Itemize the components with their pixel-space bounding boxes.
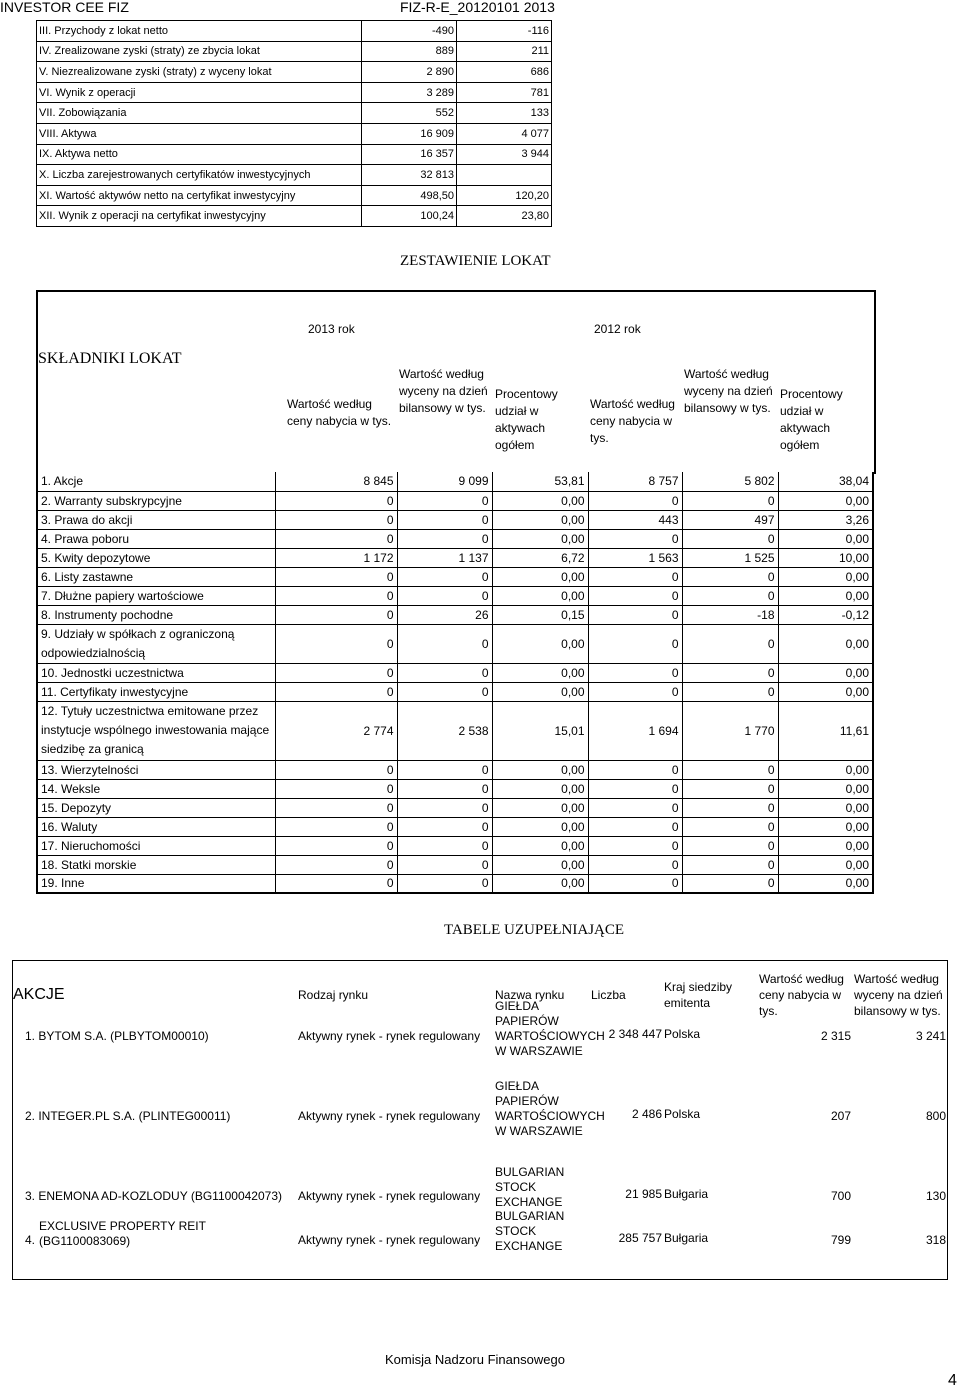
lokaty-w13: 26 — [397, 605, 492, 624]
lokaty-c13: 0 — [275, 663, 397, 682]
footer-center: Komisja Nadzoru Finansowego — [385, 1352, 565, 1367]
lokaty-p12: 0,00 — [778, 491, 873, 510]
header-right: FIZ-R-E_20120101 2013 — [400, 0, 555, 15]
lokaty-w12: 0 — [682, 836, 778, 855]
lokaty-label: 5. Kwity depozytowe — [37, 548, 275, 567]
lokaty-p13: 0,00 — [492, 779, 588, 798]
lokaty-row — [37, 779, 873, 798]
summary-label: X. Liczba zarejestrowanych certyfikatów inwestycyjnych — [37, 165, 362, 186]
lokaty-w12: 0 — [682, 567, 778, 586]
lokaty-w13: 0 — [397, 586, 492, 605]
lokaty-row — [37, 472, 873, 491]
lokaty-p12: -0,12 — [778, 605, 873, 624]
lokaty-p13: 0,00 — [492, 874, 588, 893]
lokaty-w13: 0 — [397, 779, 492, 798]
akcje-name2: EXCLUSIVE PROPERTY REIT (BG1100083069) — [39, 1219, 206, 1248]
akcje-value: 318 — [925, 1233, 946, 1247]
summary-row — [37, 144, 552, 165]
lokaty-c12: 0 — [588, 874, 682, 893]
col-pct-2013: Procentowy udział w aktywach ogółem — [495, 387, 558, 452]
akcje-kraj: Bułgaria — [664, 1231, 709, 1245]
lokaty-c13: 0 — [275, 510, 397, 529]
akcje-name: 4. — [25, 1233, 36, 1247]
lokaty-label: 10. Jednostki uczestnictwa — [37, 663, 275, 682]
lokaty-c12: 0 — [588, 491, 682, 510]
akcje-value: 800 — [925, 1109, 946, 1123]
summary-v2012: 120,20 — [457, 185, 552, 206]
summary-v2013: -490 — [362, 21, 457, 42]
lokaty-p13: 0,00 — [492, 491, 588, 510]
summary-row — [37, 21, 552, 42]
lokaty-row — [37, 817, 873, 836]
akcje-cost: 700 — [830, 1189, 851, 1203]
lokaty-row — [37, 567, 873, 586]
lokaty-p13: 0,00 — [492, 836, 588, 855]
summary-label: III. Przychody z lokat netto — [37, 21, 362, 42]
akcje-rodzaj: Aktywny rynek - rynek regulowany — [298, 1029, 481, 1043]
lokaty-c12: 1 694 — [588, 701, 682, 760]
lokaty-p12: 11,61 — [778, 701, 873, 760]
lokaty-w12: 0 — [682, 682, 778, 701]
lokaty-c12: 0 — [588, 779, 682, 798]
lokaty-p12: 0,00 — [778, 874, 873, 893]
lokaty-w12: 5 802 — [682, 472, 778, 491]
akcje-kraj: Polska — [664, 1107, 701, 1121]
summary-row — [37, 165, 552, 186]
lokaty-c13: 0 — [275, 779, 397, 798]
lokaty-label: 12. Tytuły uczestnictwa emitowane przez instytucje wspólnego inwestowania mające siedzibę za granicą — [37, 701, 275, 760]
lokaty-p13: 15,01 — [492, 701, 588, 760]
summary-v2013: 498,50 — [362, 185, 457, 206]
lokaty-label: 19. Inne — [37, 874, 275, 893]
lokaty-p13: 6,72 — [492, 548, 588, 567]
lokaty-p12: 0,00 — [778, 779, 873, 798]
akcje-label: AKCJE — [13, 986, 65, 1003]
summary-table — [36, 20, 552, 227]
akcje-liczba: 2 486 — [631, 1107, 662, 1121]
summary-v2013: 32 813 — [362, 165, 457, 186]
col-pct-2012: Procentowy udział w aktywach ogółem — [780, 387, 843, 452]
summary-v2013: 100,24 — [362, 206, 457, 227]
header-left: INVESTOR CEE FIZ — [0, 0, 129, 15]
lokaty-w12: 0 — [682, 874, 778, 893]
lokaty-p13: 0,00 — [492, 682, 588, 701]
lokaty-p13: 0,00 — [492, 855, 588, 874]
akcje-name: 3. ENEMONA AD-KOZLODUY (BG1100042073) — [25, 1189, 282, 1203]
lokaty-c12: 0 — [588, 760, 682, 779]
summary-label: VI. Wynik z operacji — [37, 82, 362, 103]
lokaty-row — [37, 760, 873, 779]
summary-v2012: -116 — [457, 21, 552, 42]
lokaty-c12: 8 757 — [588, 472, 682, 491]
akcje-rodzaj: Aktywny rynek - rynek regulowany — [298, 1233, 481, 1247]
summary-label: XI. Wartość aktywów netto na certyfikat inwestycyjny — [37, 185, 362, 206]
year-2012: 2012 rok — [594, 322, 641, 336]
akcje-kraj: Polska — [664, 1027, 701, 1041]
lokaty-row — [37, 529, 873, 548]
col-rodzaj: Rodzaj rynku — [298, 988, 369, 1002]
lokaty-w12: -18 — [682, 605, 778, 624]
lokaty-w13: 9 099 — [397, 472, 492, 491]
lokaty-c13: 0 — [275, 798, 397, 817]
lokaty-p13: 0,00 — [492, 567, 588, 586]
lokaty-p12: 0,00 — [778, 798, 873, 817]
akcje-rodzaj: Aktywny rynek - rynek regulowany — [298, 1189, 481, 1203]
summary-label: V. Niezrealizowane zyski (straty) z wyceny lokat — [37, 62, 362, 83]
summary-label: IV. Zrealizowane zyski (straty) ze zbycia lokat — [37, 41, 362, 62]
lokaty-row — [37, 663, 873, 682]
lokaty-label: 8. Instrumenty pochodne — [37, 605, 275, 624]
lokaty-w13: 0 — [397, 529, 492, 548]
lokaty-row — [37, 548, 873, 567]
col-nazwa: Nazwa rynku — [495, 988, 565, 1002]
lokaty-w13: 2 538 — [397, 701, 492, 760]
year-2013: 2013 rok — [308, 322, 355, 336]
col-value-2012: Wartość według wyceny na dzień bilansowy w tys. — [684, 367, 773, 415]
lokaty-w12: 1 770 — [682, 701, 778, 760]
lokaty-c13: 0 — [275, 817, 397, 836]
lokaty-row — [37, 624, 873, 663]
akcje-nazwa: GIEŁDA PAPIERÓW WARTOŚCIOWYCH W WARSZAWIE — [495, 1079, 605, 1138]
lokaty-c13: 8 845 — [275, 472, 397, 491]
summary-v2013: 3 289 — [362, 82, 457, 103]
summary-v2013: 2 890 — [362, 62, 457, 83]
lokaty-p13: 0,15 — [492, 605, 588, 624]
summary-v2012: 211 — [457, 41, 552, 62]
lokaty-c13: 0 — [275, 682, 397, 701]
summary-v2012: 4 077 — [457, 123, 552, 144]
lokaty-c13: 0 — [275, 760, 397, 779]
akcje-name: 1. BYTOM S.A. (PLBYTOM00010) — [25, 1029, 209, 1043]
lokaty-c12: 1 563 — [588, 548, 682, 567]
summary-v2012: 3 944 — [457, 144, 552, 165]
lokaty-p12: 0,00 — [778, 567, 873, 586]
summary-label: VII. Zobowiązania — [37, 103, 362, 124]
lokaty-row — [37, 491, 873, 510]
lokaty-w13: 0 — [397, 491, 492, 510]
lokaty-w13: 0 — [397, 682, 492, 701]
lokaty-p13: 0,00 — [492, 663, 588, 682]
lokaty-w13: 0 — [397, 817, 492, 836]
lokaty-w12: 0 — [682, 663, 778, 682]
lokaty-w13: 1 137 — [397, 548, 492, 567]
summary-v2012: 686 — [457, 62, 552, 83]
lokaty-p13: 0,00 — [492, 798, 588, 817]
col-cost-2013: Wartość według ceny nabycia w tys. — [287, 397, 392, 428]
lokaty-p13: 0,00 — [492, 586, 588, 605]
lokaty-c12: 0 — [588, 663, 682, 682]
lokaty-c13: 0 — [275, 567, 397, 586]
akcje-nazwa: GIEŁDA PAPIERÓW WARTOŚCIOWYCH W WARSZAWIE — [495, 999, 605, 1058]
lokaty-row-header: SKŁADNIKI LOKAT — [38, 350, 182, 367]
akcje-name: 2. INTEGER.PL S.A. (PLINTEG00011) — [25, 1109, 231, 1123]
lokaty-c13: 1 172 — [275, 548, 397, 567]
lokaty-label: 1. Akcje — [37, 472, 275, 491]
lokaty-c12: 0 — [588, 836, 682, 855]
lokaty-c13: 0 — [275, 874, 397, 893]
lokaty-w13: 0 — [397, 855, 492, 874]
akcje-liczba: 2 348 447 — [608, 1027, 662, 1041]
page-number: 4 — [948, 1372, 957, 1389]
akcje-cost: 207 — [830, 1109, 851, 1123]
col-kraj: Kraj siedziby emitenta — [664, 980, 733, 1010]
lokaty-w12: 0 — [682, 624, 778, 663]
lokaty-label: 3. Prawa do akcji — [37, 510, 275, 529]
lokaty-label: 17. Nieruchomości — [37, 836, 275, 855]
lokaty-row — [37, 682, 873, 701]
lokaty-label: 18. Statki morskie — [37, 855, 275, 874]
akcje-kraj: Bułgaria — [664, 1187, 709, 1201]
akcje-value: 130 — [925, 1189, 946, 1203]
lokaty-w12: 0 — [682, 529, 778, 548]
lokaty-c13: 0 — [275, 605, 397, 624]
lokaty-w12: 0 — [682, 817, 778, 836]
lokaty-w13: 0 — [397, 567, 492, 586]
lokaty-title: ZESTAWIENIE LOKAT — [400, 253, 551, 269]
lokaty-c12: 0 — [588, 567, 682, 586]
lokaty-c12: 0 — [588, 855, 682, 874]
lokaty-header — [36, 290, 876, 474]
summary-row — [37, 82, 552, 103]
lokaty-label: 4. Prawa poboru — [37, 529, 275, 548]
lokaty-p13: 0,00 — [492, 624, 588, 663]
lokaty-row — [37, 701, 873, 760]
lokaty-w13: 0 — [397, 760, 492, 779]
lokaty-w13: 0 — [397, 836, 492, 855]
lokaty-p12: 38,04 — [778, 472, 873, 491]
lokaty-c13: 0 — [275, 624, 397, 663]
lokaty-c12: 0 — [588, 624, 682, 663]
lokaty-row — [37, 874, 873, 893]
col-value-2013: Wartość według wyceny na dzień bilansowy w tys. — [399, 367, 488, 415]
summary-v2013: 16 357 — [362, 144, 457, 165]
summary-row — [37, 103, 552, 124]
summary-v2012: 781 — [457, 82, 552, 103]
akcje-value: 3 241 — [915, 1029, 946, 1043]
lokaty-w12: 1 525 — [682, 548, 778, 567]
lokaty-w13: 0 — [397, 798, 492, 817]
summary-row — [37, 62, 552, 83]
lokaty-p13: 0,00 — [492, 760, 588, 779]
summary-row — [37, 123, 552, 144]
lokaty-c13: 0 — [275, 855, 397, 874]
akcje-nazwa: BULGARIAN STOCK EXCHANGE — [495, 1209, 565, 1253]
lokaty-p12: 0,00 — [778, 817, 873, 836]
summary-row — [37, 185, 552, 206]
lokaty-row — [37, 855, 873, 874]
summary-v2013: 889 — [362, 41, 457, 62]
lokaty-p12: 10,00 — [778, 548, 873, 567]
lokaty-c13: 0 — [275, 491, 397, 510]
lokaty-c13: 0 — [275, 586, 397, 605]
lokaty-p13: 0,00 — [492, 817, 588, 836]
lokaty-row — [37, 586, 873, 605]
lokaty-label: 6. Listy zastawne — [37, 567, 275, 586]
col-cost: Wartość według ceny nabycia w tys. — [759, 972, 844, 1018]
lokaty-row — [37, 510, 873, 529]
summary-v2013: 552 — [362, 103, 457, 124]
lokaty-label: 2. Warranty subskrypcyjne — [37, 491, 275, 510]
lokaty-c12: 0 — [588, 586, 682, 605]
lokaty-w12: 0 — [682, 491, 778, 510]
lokaty-label: 15. Depozyty — [37, 798, 275, 817]
lokaty-p12: 0,00 — [778, 760, 873, 779]
lokaty-w13: 0 — [397, 510, 492, 529]
col-liczba: Liczba — [591, 988, 626, 1002]
lokaty-label: 14. Weksle — [37, 779, 275, 798]
lokaty-p12: 0,00 — [778, 836, 873, 855]
akcje-cost: 2 315 — [820, 1029, 851, 1043]
lokaty-row — [37, 605, 873, 624]
lokaty-p13: 0,00 — [492, 529, 588, 548]
summary-label: VIII. Aktywa — [37, 123, 362, 144]
summary-label: IX. Aktywa netto — [37, 144, 362, 165]
lokaty-row — [37, 836, 873, 855]
lokaty-c12: 0 — [588, 817, 682, 836]
lokaty-w12: 0 — [682, 586, 778, 605]
akcje-liczba: 21 985 — [625, 1187, 662, 1201]
summary-v2013: 16 909 — [362, 123, 457, 144]
lokaty-w12: 0 — [682, 760, 778, 779]
lokaty-w13: 0 — [397, 874, 492, 893]
col-value: Wartość według wyceny na dzień bilansowy w tys. — [854, 972, 943, 1018]
akcje-rodzaj: Aktywny rynek - rynek regulowany — [298, 1109, 481, 1123]
col-cost-2012: Wartość według ceny nabycia w tys. — [590, 397, 675, 445]
akcje-nazwa: BULGARIAN STOCK EXCHANGE — [495, 1165, 565, 1209]
lokaty-p13: 0,00 — [492, 510, 588, 529]
lokaty-c13: 0 — [275, 529, 397, 548]
lokaty-p13: 53,81 — [492, 472, 588, 491]
lokaty-label: 7. Dłużne papiery wartościowe — [37, 586, 275, 605]
lokaty-c12: 443 — [588, 510, 682, 529]
lokaty-c13: 0 — [275, 836, 397, 855]
lokaty-c12: 0 — [588, 682, 682, 701]
akcje-liczba: 285 757 — [618, 1231, 662, 1245]
lokaty-row — [37, 798, 873, 817]
summary-row — [37, 206, 552, 227]
lokaty-label: 9. Udziały w spółkach z ograniczoną odpowiedzialnością — [37, 624, 275, 663]
lokaty-table — [36, 472, 874, 894]
lokaty-p12: 0,00 — [778, 624, 873, 663]
summary-v2012: 23,80 — [457, 206, 552, 227]
lokaty-label: 11. Certyfikaty inwestycyjne — [37, 682, 275, 701]
lokaty-p12: 0,00 — [778, 855, 873, 874]
lokaty-p12: 0,00 — [778, 663, 873, 682]
lokaty-p12: 3,26 — [778, 510, 873, 529]
lokaty-c12: 0 — [588, 798, 682, 817]
lokaty-p12: 0,00 — [778, 586, 873, 605]
lokaty-label: 13. Wierzytelności — [37, 760, 275, 779]
lokaty-p12: 0,00 — [778, 682, 873, 701]
tabele-title: TABELE UZUPEŁNIAJĄCE — [444, 922, 625, 938]
summary-v2012: 133 — [457, 103, 552, 124]
akcje-cost: 799 — [830, 1233, 851, 1247]
lokaty-w12: 0 — [682, 798, 778, 817]
lokaty-p12: 0,00 — [778, 529, 873, 548]
lokaty-w13: 0 — [397, 663, 492, 682]
summary-label: XII. Wynik z operacji na certyfikat inwestycyjny — [37, 206, 362, 227]
lokaty-label: 16. Waluty — [37, 817, 275, 836]
lokaty-w12: 0 — [682, 855, 778, 874]
lokaty-c12: 0 — [588, 529, 682, 548]
tabele-akcje-table — [12, 960, 948, 1280]
lokaty-w13: 0 — [397, 624, 492, 663]
lokaty-w12: 0 — [682, 779, 778, 798]
lokaty-w12: 497 — [682, 510, 778, 529]
lokaty-c12: 0 — [588, 605, 682, 624]
lokaty-c13: 2 774 — [275, 701, 397, 760]
summary-v2012 — [457, 165, 552, 186]
summary-row — [37, 41, 552, 62]
